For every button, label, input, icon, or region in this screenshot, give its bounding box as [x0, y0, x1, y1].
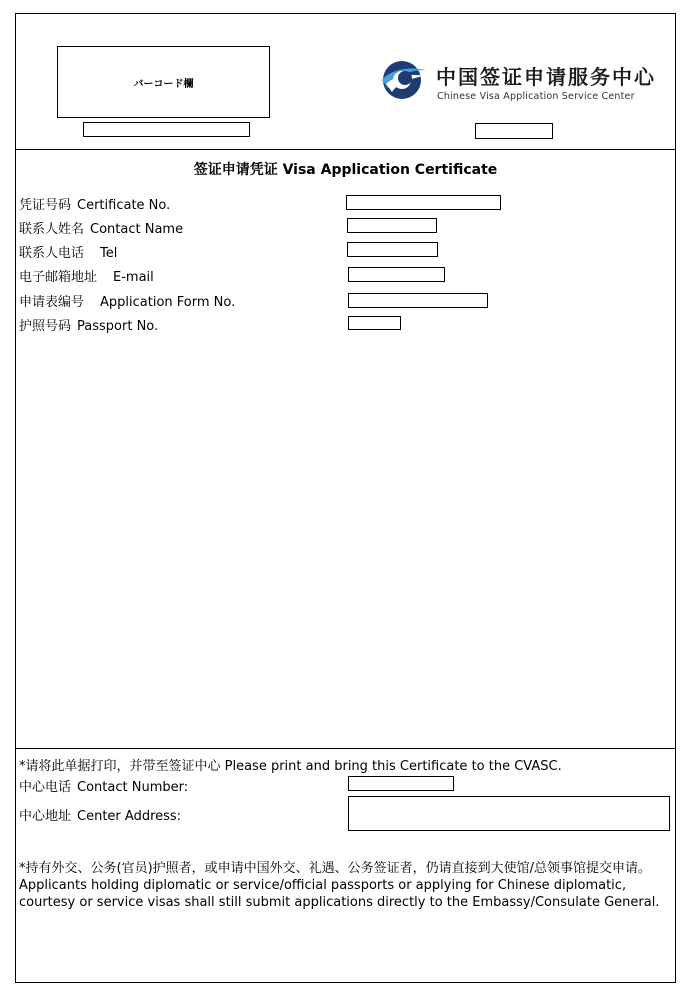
field-label-cn: 联系人电话 — [19, 246, 85, 261]
certificate-no-label — [19, 194, 170, 213]
field-label-cn: 中心电话 — [19, 780, 72, 795]
field-label-cn: 凭证号码 — [19, 198, 72, 213]
print-note: *请将此单据打印，并带至签证中心 Please print and bring this Certificate to the CVASC. — [19, 759, 562, 774]
logo-name-en: Chinese Visa Application Service Center — [437, 91, 635, 102]
tel-field — [347, 242, 438, 257]
barcode-box — [57, 46, 270, 118]
field-label-en: Contact Name — [90, 222, 184, 237]
certificate-no-field — [346, 195, 501, 210]
barcode-label: バーコード欄 — [133, 79, 194, 90]
field-label-cn: 电子邮箱地址 — [19, 270, 98, 285]
cvasc-logo-icon — [378, 56, 428, 102]
center-address-label — [19, 805, 181, 824]
field-label-cn: 护照号码 — [19, 319, 72, 334]
header-divider — [15, 149, 676, 150]
field-label-en: Center Address: — [77, 809, 182, 824]
field-label-en: Tel — [100, 246, 118, 261]
field-label-cn: 中心地址 — [19, 809, 72, 824]
email-label — [19, 266, 154, 285]
diplomatic-note: *持有外交、公务(官员)护照者，或申请中国外交、礼遇、公务签证者，仍请直接到大使馆/总领事馆提交申请。 Applicants holding diplomatic or service/official passports or applying for Chinese diplomatic, courtesy or service visas shall still submit applications directly to the Embassy/Consulate General. — [19, 861, 660, 910]
passport-no-field — [348, 316, 401, 330]
field-label-en: Certificate No. — [77, 198, 171, 213]
footer-divider — [15, 748, 676, 749]
application-form-no-field — [348, 293, 488, 308]
email-field — [348, 267, 445, 282]
tel-label — [19, 242, 117, 261]
certificate-title: 签证申请凭证 Visa Application Certificate — [193, 162, 498, 178]
field-label-en: E-mail — [113, 270, 154, 285]
field-label-cn: 申请表编号 — [19, 295, 85, 310]
field-label-en: Application Form No. — [100, 295, 236, 310]
contact-name-label — [19, 218, 183, 237]
field-label-en: Contact Number: — [77, 780, 189, 795]
logo-number-field — [475, 123, 553, 139]
contact-number-label — [19, 776, 188, 795]
application-form-no-label — [19, 291, 235, 310]
contact-name-field — [347, 218, 437, 233]
field-label-en: Passport No. — [77, 319, 159, 334]
center-address-field — [348, 796, 670, 831]
field-label-cn: 联系人姓名 — [19, 222, 85, 237]
barcode-number-field — [83, 122, 250, 137]
contact-number-field — [348, 776, 454, 791]
logo-name-cn: 中国签证申请服务中心 — [436, 65, 656, 89]
passport-no-label — [19, 315, 158, 334]
